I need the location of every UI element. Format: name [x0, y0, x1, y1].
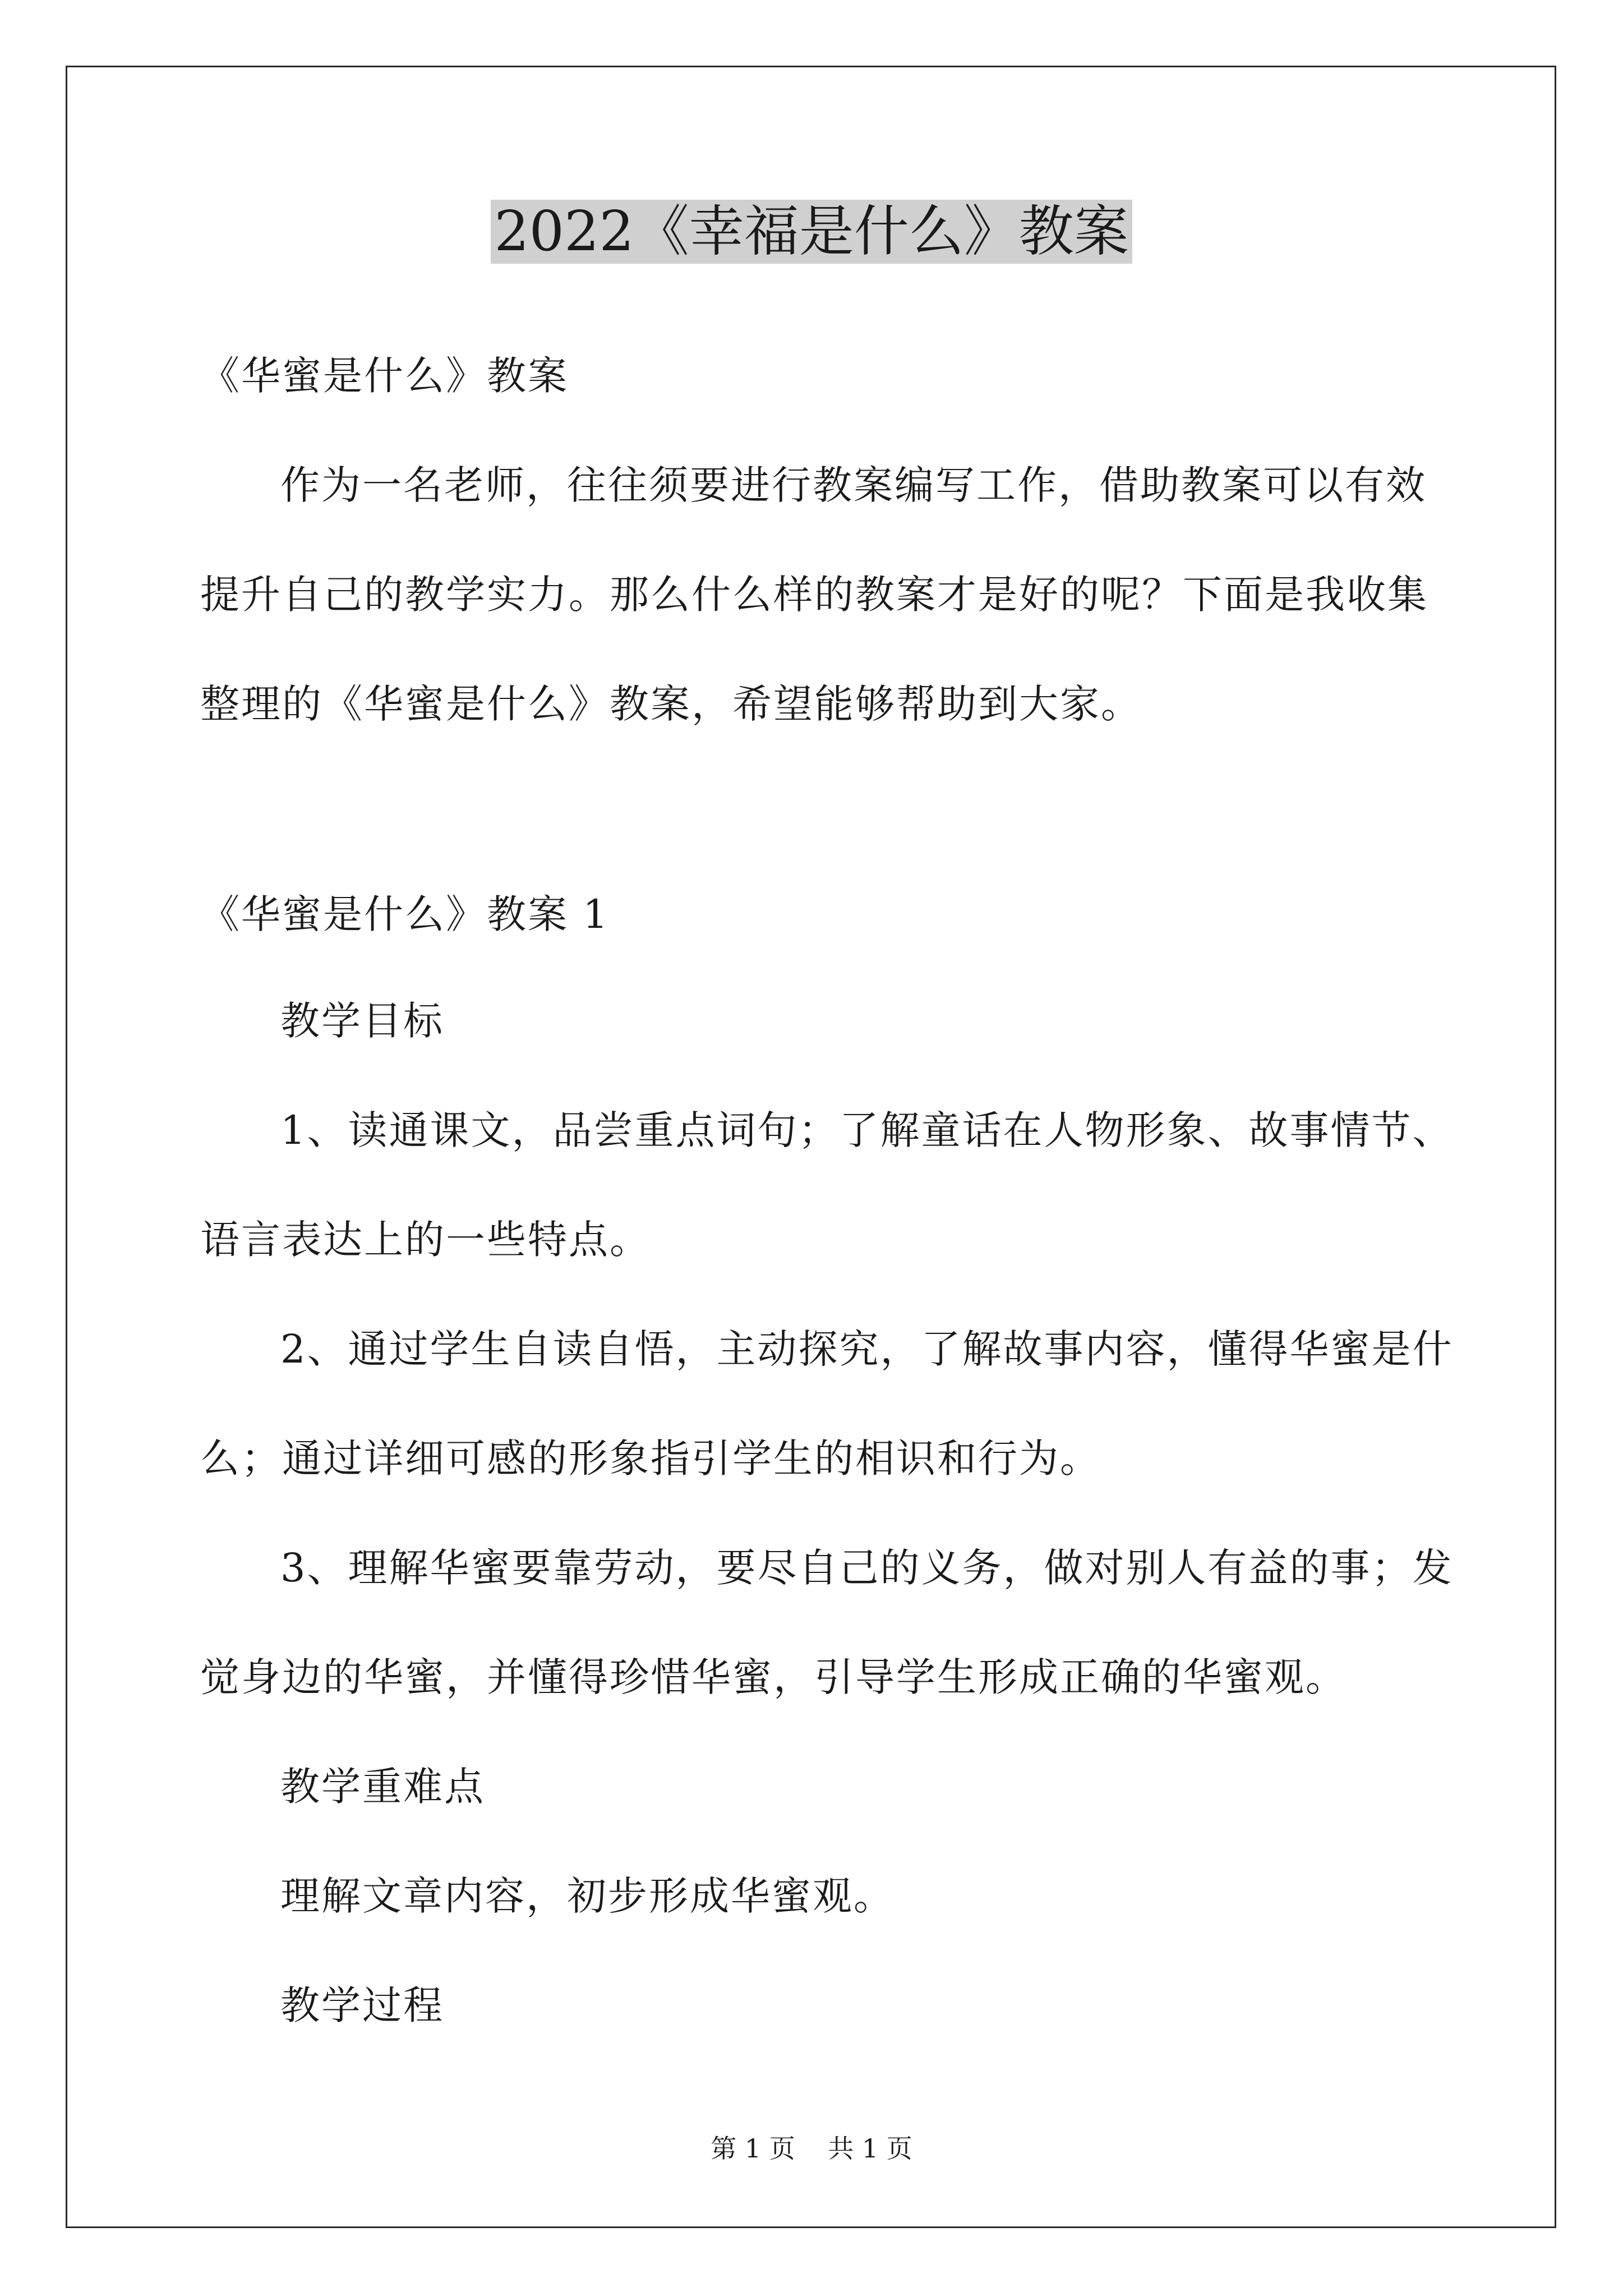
objective-3-line-2: 觉身边的华蜜，并懂得珍惜华蜜，引导学生形成正确的华蜜观。: [200, 1654, 1347, 1700]
intro-line-1: 作为一名老师，往往须要进行教案编写工作，借助教案可以有效: [280, 462, 1427, 508]
objective-2-line-1: 2、通过学生自读自悟，主动探究，了解故事内容，懂得华蜜是什: [280, 1326, 1454, 1372]
objective-1-line-2: 语言表达上的一些特点。: [200, 1217, 651, 1263]
objective-3-line-1: 3、理解华蜜要靠劳动，要尽自己的义务，做对别人有益的事；发: [280, 1545, 1454, 1591]
section-heading: 《华蜜是什么》教案 1: [200, 891, 610, 937]
objective-2-line-2: 么；通过详细可感的形象指引学生的相识和行为。: [200, 1435, 1101, 1481]
document-title-text: 2022《幸福是什么》教案: [491, 200, 1132, 264]
intro-line-2: 提升自己的教学实力。那么什么样的教案才是好的呢？下面是我收集: [200, 572, 1428, 618]
document-title: [0, 195, 1623, 268]
intro-line-3: 整理的《华蜜是什么》教案，希望能够帮助到大家。: [200, 681, 1142, 727]
page-footer: 第 1 页 共 1 页: [711, 2133, 912, 2164]
objectives-heading: 教学目标: [280, 998, 444, 1044]
intro-heading: 《华蜜是什么》教案: [200, 353, 569, 399]
key-points-text: 理解文章内容，初步形成华蜜观。: [280, 1873, 895, 1919]
process-heading: 教学过程: [280, 1982, 444, 2028]
key-points-heading: 教学重难点: [280, 1764, 485, 1810]
objective-1-line-1: 1、读通课文，品尝重点词句；了解童话在人物形象、故事情节、: [280, 1107, 1454, 1153]
